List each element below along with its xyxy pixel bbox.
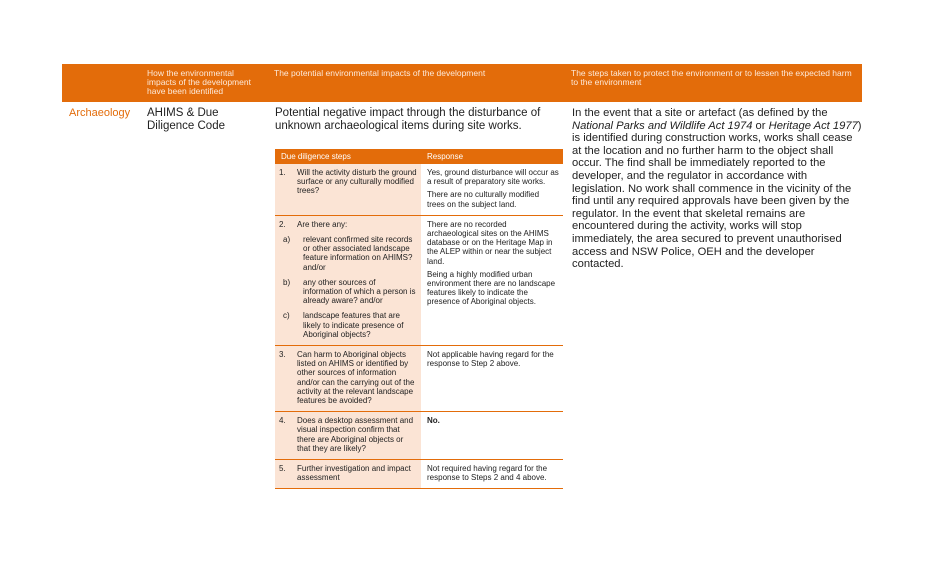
- dd-step-5: [275, 460, 421, 489]
- dd-response-text: Yes, ground disturbance will occur as a result of preparatory site works.: [427, 168, 559, 187]
- dd-step-text: Are there any:: [297, 219, 348, 229]
- dd-sub-text: landscape features that are likely to indicate presence of Aboriginal objects?: [303, 311, 404, 339]
- dd-step-text: Can harm to Aboriginal objects listed on AHIMS or identified by other sources of information and/or can the carrying out of the activity at the relevant landscape features be avoided?: [297, 350, 415, 406]
- dd-step-num: 3.: [279, 350, 286, 360]
- steps-act-1: National Parks and Wildlife Act 1974: [572, 119, 753, 132]
- row-topic: Archaeology: [69, 107, 131, 119]
- dd-sub-label: c): [283, 311, 290, 321]
- dd-response-1: [421, 164, 563, 215]
- due-diligence-table: [275, 149, 563, 489]
- dd-response-text: There are no culturally modified trees on the subject land.: [427, 190, 540, 209]
- steps-act-2: Heritage Act 1977: [768, 119, 858, 132]
- dd-sub-label: a): [283, 235, 291, 245]
- dd-step-text: Will the activity disturb the ground surface or any culturally modified trees?: [297, 168, 417, 196]
- dd-col-response: Response: [421, 149, 563, 164]
- steps-text-2: ) is identified during construction works, works shall cease at the location and no further harm to the object shall occur. The find shall be immediately reported to the developer, and the regulator in accordance with legislation. No work shall commence in the vicinity of the find until any required approvals have been given by the regulator. In the event that skeletal remains are encountered during the activity, works will stop immediately, the area secured to prevent unauthorised access and NSW Police, OEH and the developer contacted.: [572, 119, 862, 271]
- table-header: [62, 64, 862, 102]
- row-protection-steps: [572, 107, 862, 271]
- dd-step-4: [275, 412, 421, 460]
- dd-response-4: [421, 412, 563, 460]
- dd-sub-text: relevant confirmed site records or other associated landscape feature information on AHIMS? and/or: [303, 235, 413, 272]
- dd-response-text: Being a highly modified urban environment there are no landscape features likely to indicate the presence of Aboriginal objects.: [427, 269, 556, 307]
- header-identification: How the environmental impacts of the development have been identified: [147, 68, 251, 96]
- dd-row-4: [275, 412, 563, 460]
- dd-response-5: [421, 460, 563, 489]
- dd-row-3: [275, 346, 563, 412]
- dd-step-num: 1.: [279, 168, 286, 177]
- dd-sub-text: any other sources of information of which a person is already aware? and/or: [303, 277, 416, 306]
- dd-step-num: 2.: [279, 219, 286, 229]
- dd-sub-label: b): [283, 277, 291, 287]
- header-impacts: The potential environmental impacts of the development: [274, 68, 486, 78]
- steps-text-or: or: [752, 119, 769, 132]
- steps-text-1: In the event that a site or artefact (as defined by the: [572, 107, 828, 119]
- dd-col-steps: Due diligence steps: [275, 149, 421, 164]
- header-protection-steps: The steps taken to protect the environment or to lessen the expected harm to the environment: [571, 68, 852, 87]
- dd-header-row: [275, 149, 563, 164]
- dd-response-3: [421, 346, 563, 412]
- dd-row-2: [275, 215, 563, 345]
- dd-step-2: [275, 215, 421, 345]
- dd-response-text: There are no recorded archaeological sites on the AHIMS database or on the Heritage Map in the ALEP within or near the subject land.: [427, 219, 553, 266]
- dd-step-text: Does a desktop assessment and visual inspection confirm that there are Aboriginal objects or that they are likely?: [297, 416, 414, 453]
- dd-response-2: [421, 215, 563, 345]
- dd-response-text: No.: [427, 416, 440, 426]
- dd-response-text: Not applicable having regard for the response to Step 2 above.: [427, 350, 554, 369]
- row-impact: Potential negative impact through the disturbance of unknown archaeological items during site works.: [275, 107, 541, 132]
- dd-step-3: [275, 346, 421, 412]
- dd-row-5: [275, 460, 563, 489]
- dd-response-text: Not required having regard for the response to Steps 2 and 4 above.: [427, 464, 548, 483]
- dd-step-text: Further investigation and impact assessment: [297, 464, 411, 483]
- row-method: AHIMS & Due Diligence Code: [147, 107, 225, 132]
- dd-row-1: [275, 164, 563, 215]
- dd-step-1: [275, 164, 421, 215]
- dd-step-num: 4.: [279, 416, 286, 426]
- dd-step-num: 5.: [279, 464, 286, 474]
